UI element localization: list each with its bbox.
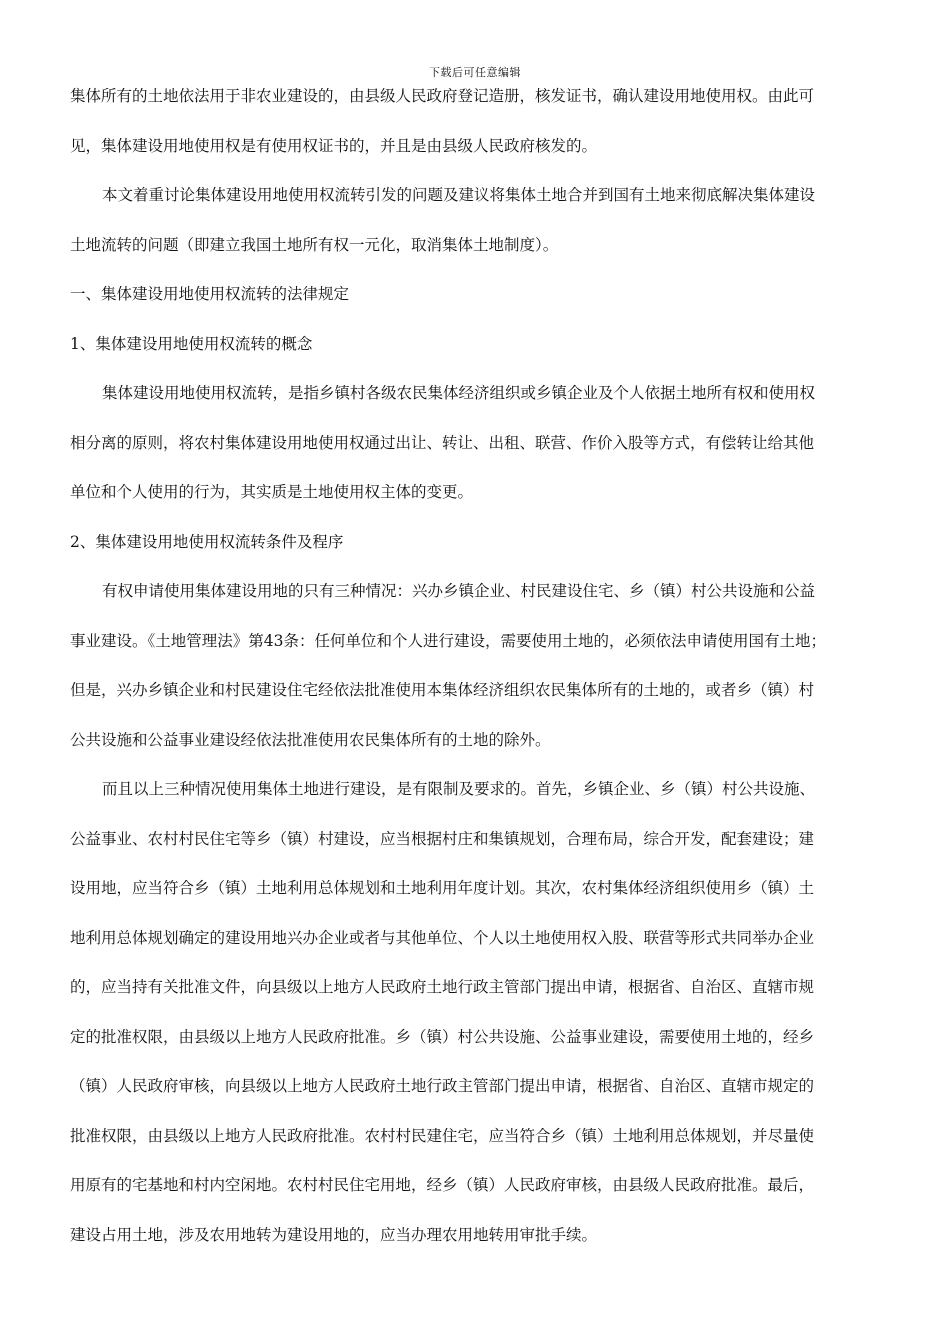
- document-body: [70, 80, 884, 1268]
- text-line: 的，应当持有关批准文件，向县级以上地方人民政府土地行政主管部门提出申请，根据省、自治区、直辖市规: [70, 978, 815, 996]
- text-line: 相分离的原则，将农村集体建设用地使用权通过出让、转让、出租、联营、作价入股等方式，有偿转让给其他: [70, 433, 815, 452]
- text-line: 单位和个人使用的行为，其实质是土地使用权主体的变更。: [70, 483, 474, 501]
- text-line: 见，集体建设用地使用权是有使用权证书的，并且是由县级人民政府核发的。: [70, 136, 598, 155]
- text-line: （镇）人民政府审核，向县级以上地方人民政府土地行政主管部门提出申请，根据省、自治区、直辖市规定的: [70, 1077, 815, 1095]
- text-line: 定的批准权限，由县级以上地方人民政府批准。乡（镇）村公共设施、公益事业建设，需要使用土地的，经乡: [70, 1027, 815, 1046]
- text-line: 一、集体建设用地使用权流转的法律规定: [70, 285, 350, 303]
- text-line: 用原有的宅基地和村内空闲地。农村村民住宅用地，经乡（镇）人民政府审核，由县级人民政府批准。最后，: [70, 1176, 815, 1194]
- text-line: 2、集体建设用地使用权流转条件及程序: [70, 532, 344, 551]
- text-line: 设用地，应当符合乡（镇）土地利用总体规划和土地利用年度计划。其次，农村集体经济组织使用乡（镇）土: [70, 879, 815, 897]
- text-line: 有权申请使用集体建设用地的只有三种情况：兴办乡镇企业、村民建设住宅、乡（镇）村公共设施和公益: [102, 582, 816, 600]
- text-line: 土地流转的问题（即建立我国土地所有权一元化，取消集体土地制度）。: [70, 235, 559, 254]
- text-line: 批准权限，由县级以上地方人民政府批准。农村村民建住宅，应当符合乡（镇）土地利用总体规划，并尽量使: [70, 1126, 815, 1145]
- text-line: 事业建设。《土地管理法》第43条：任何单位和个人进行建设，需要使用土地的，必须依法申请使用国有土地；: [70, 631, 826, 650]
- text-line: 公益事业、农村村民住宅等乡（镇）村建设，应当根据村庄和集镇规划，合理布局，综合开发，配套建设；建: [70, 829, 815, 848]
- text-line: 集体所有的土地依法用于非农业建设的，由县级人民政府登记造册，核发证书，确认建设用地使用权。由此可: [70, 87, 815, 105]
- text-line: 而且以上三种情况使用集体土地进行建设，是有限制及要求的。首先，乡镇企业、乡（镇）村公共设施、: [102, 780, 816, 798]
- text-line: 本文着重讨论集体建设用地使用权流转引发的问题及建议将集体土地合并到国有土地来彻底解决集体建设: [102, 186, 816, 204]
- text-line: 地利用总体规划确定的建设用地兴办企业或者与其他单位、个人以土地使用权入股、联营等形式共同举办企业: [70, 928, 815, 947]
- text-line: 建设占用土地，涉及农用地转为建设用地的，应当办理农用地转用审批手续。: [70, 1225, 598, 1244]
- page-header: 下载后可任意编辑: [429, 66, 521, 79]
- text-line: 1、集体建设用地使用权流转的概念: [70, 334, 313, 353]
- text-line: 但是，兴办乡镇企业和村民建设住宅经依法批准使用本集体经济组织农民集体所有的土地的，或者乡（镇）村: [70, 681, 815, 699]
- text-line: 公共设施和公益事业建设经依法批准使用农民集体所有的土地的除外。: [70, 730, 551, 749]
- text-line: 集体建设用地使用权流转，是指乡镇村各级农民集体经济组织或乡镇企业及个人依据土地所有权和使用权: [102, 384, 816, 402]
